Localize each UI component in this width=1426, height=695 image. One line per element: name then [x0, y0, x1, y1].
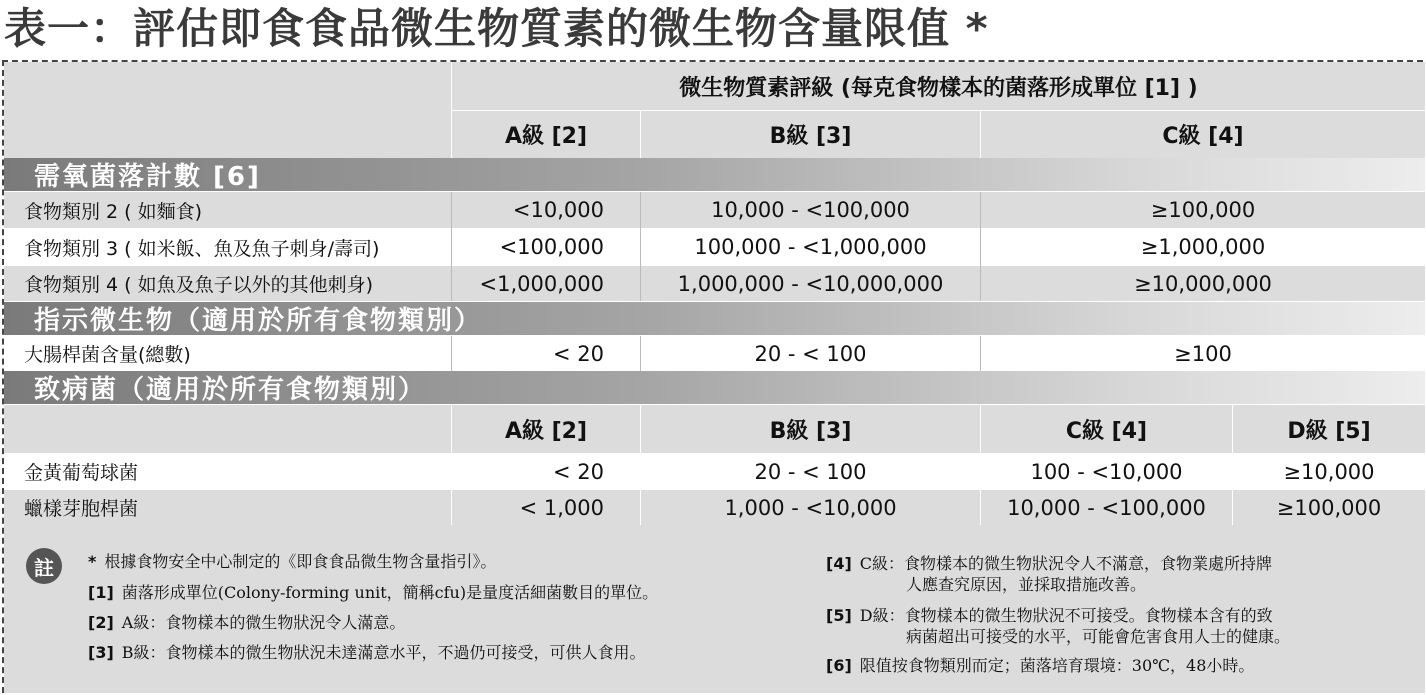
- table-cell: <100,000: [452, 229, 640, 265]
- note-text: D級：食物樣本的微生物狀況不可接受。食物樣本含有的致: [859, 606, 1273, 625]
- table-cell: ≥100: [981, 336, 1425, 371]
- note-item: [88, 580, 658, 603]
- table-row-label: 大腸桿菌含量(總數): [4, 336, 451, 371]
- pathogen-grade-b-header: B級 [3]: [641, 405, 980, 453]
- table-cell: 100 - <10,000: [981, 454, 1232, 489]
- table-cell: 10,000 - <100,000: [981, 490, 1232, 525]
- table-row-label: 金黃葡萄球菌: [4, 454, 451, 489]
- row-vline: [980, 336, 981, 371]
- pathogen-grade-c-header: C級 [4]: [981, 405, 1232, 453]
- note-text: B級：食物樣本的微生物狀況未達滿意水平，不過仍可接受，可供人食用。: [121, 643, 646, 662]
- note-item: [88, 549, 496, 572]
- row-vline: [980, 192, 981, 301]
- grade-group-header: 微生物質素評級 (每克食物樣本的菌落形成單位 [1] ): [452, 62, 1425, 110]
- table-cell: <10,000: [452, 192, 640, 228]
- pathogen-grade-d-header: D級 [5]: [1233, 405, 1425, 453]
- table-cell: ≥10,000,000: [981, 266, 1425, 301]
- section-aerobic-title: 需氧菌落計數 [6]: [4, 158, 1425, 191]
- note-text: 根據食物安全中心制定的《即食食品微生物含量指引》。: [104, 552, 497, 571]
- table-row-label: 蠟樣芽胞桿菌: [4, 490, 451, 525]
- header-vline: [451, 62, 452, 158]
- row-vline: [1232, 405, 1233, 525]
- table-row-label: 食物類別 4 ( 如魚及魚子以外的其他刺身): [4, 266, 451, 301]
- note-item: [88, 640, 646, 663]
- row-vline: [640, 192, 641, 301]
- note-item: [88, 610, 405, 633]
- table-row-label: 食物類別 3 ( 如米飯、魚及魚子刺身/壽司): [4, 229, 451, 265]
- note-item: [826, 551, 1272, 574]
- note-text: C級：食物樣本的微生物狀況令人不滿意，食物業處所持牌: [859, 554, 1273, 573]
- table-cell: ≥1,000,000: [981, 229, 1425, 265]
- table-title: 表一：評估即食食品微生物質素的微生物含量限值 *: [4, 4, 989, 53]
- note-continuation: 人應查究原因，並採取措施改善。: [906, 575, 1147, 594]
- note-text: 菌落形成單位(Colony-forming unit，簡稱cfu)是量度活細菌數目的單位。: [121, 583, 659, 602]
- note-key: [6]: [826, 656, 852, 675]
- note-item: [826, 653, 1254, 676]
- grade-a-header: A級 [2]: [452, 111, 640, 158]
- section-indicator-title: 指示微生物（適用於所有食物類別）: [4, 302, 1425, 335]
- row-vline: [451, 192, 452, 301]
- grade-c-header: C級 [4]: [981, 111, 1425, 158]
- note-item: [826, 603, 1273, 626]
- note-text: A級：食物樣本的微生物狀況令人滿意。: [121, 613, 406, 632]
- row-vline: [451, 336, 452, 371]
- note-text: 限值按食物類別而定；菌落培育環境：30℃，48小時。: [859, 656, 1255, 675]
- note-key: [1]: [88, 583, 114, 602]
- table-cell: < 1,000: [452, 490, 640, 525]
- header-vline: [640, 111, 641, 158]
- note-continuation: 病菌超出可接受的水平，可能會危害食用人士的健康。: [906, 627, 1291, 646]
- pathogen-grade-a-header: A級 [2]: [452, 405, 640, 453]
- note-key: *: [88, 552, 97, 571]
- row-vline: [640, 336, 641, 371]
- note-key: [4]: [826, 554, 852, 573]
- table-cell: 20 - < 100: [641, 454, 980, 489]
- table-cell: ≥100,000: [1233, 490, 1425, 525]
- section-pathogen-title: 致病菌（適用於所有食物類別）: [4, 371, 1425, 404]
- table-cell: ≥100,000: [981, 192, 1425, 228]
- note-key: [2]: [88, 613, 114, 632]
- notes-badge: 註: [26, 548, 62, 584]
- row-vline: [451, 405, 452, 525]
- table-cell: 10,000 - <100,000: [641, 192, 980, 228]
- table-row-label: 食物類別 2 ( 如麵食): [4, 192, 451, 228]
- row-vline: [640, 405, 641, 525]
- header-divider: [452, 110, 1425, 111]
- table-cell: 100,000 - <1,000,000: [641, 229, 980, 265]
- table-cell: < 20: [452, 336, 640, 371]
- header-vline: [980, 111, 981, 158]
- table-cell: <1,000,000: [452, 266, 640, 301]
- note-key: [3]: [88, 643, 114, 662]
- grade-b-header: B級 [3]: [641, 111, 980, 158]
- row-vline: [980, 405, 981, 525]
- table-cell: ≥10,000: [1233, 454, 1425, 489]
- table-cell: < 20: [452, 454, 640, 489]
- table-cell: 1,000 - <10,000: [641, 490, 980, 525]
- table-cell: 20 - < 100: [641, 336, 980, 371]
- table-cell: 1,000,000 - <10,000,000: [641, 266, 980, 301]
- note-key: [5]: [826, 606, 852, 625]
